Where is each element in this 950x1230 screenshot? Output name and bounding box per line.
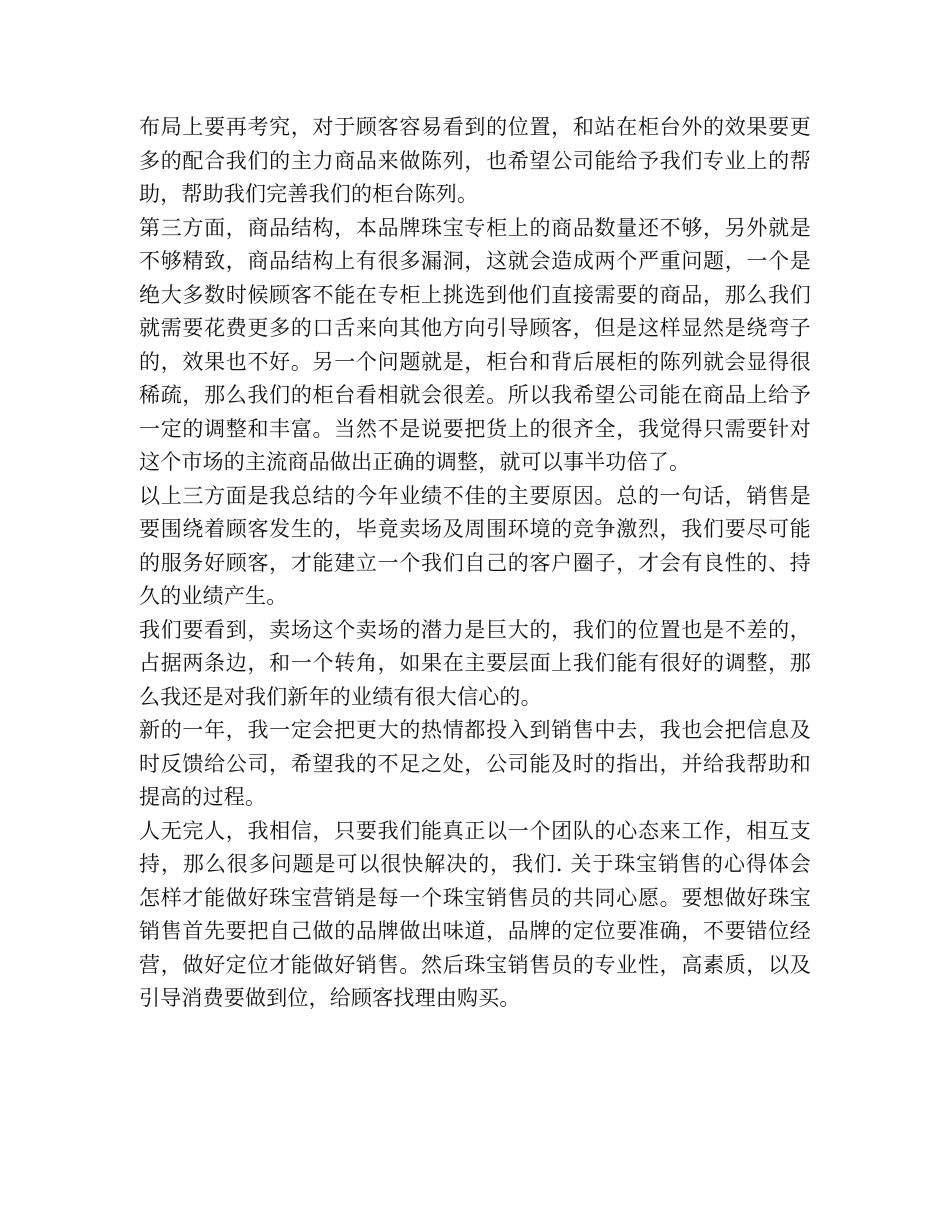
text-line: 久的业绩产生。 [139,584,288,608]
text-line: 不够精致，商品结构上有很多漏洞，这就会造成两个严重问题，一个是 [139,249,811,273]
text-line: 的服务好顾客，才能建立一个我们自己的客户圈子，才会有良性的、持 [139,550,811,575]
text-line: 第三方面，商品结构，本品牌珠宝专柜上的商品数量还不够，另外就是 [139,215,811,240]
text-line: 稀疏，那么我们的柜台看相就会很差。所以我希望公司能在商品上给予 [139,383,811,407]
text-line: 助，帮助我们完善我们的柜台陈列。 [139,182,479,206]
text-line: 的，效果也不好。另一个问题就是，柜台和背后展柜的陈列就会显得很 [139,349,811,374]
document-body [139,111,811,1016]
text-line: 营，做好定位才能做好销售。然后珠宝销售员的专业性，高素质，以及 [139,952,811,977]
text-line: 就需要花费更多的口舌来向其他方向引导顾客，但是这样显然是绕弯子 [139,316,811,340]
text-line: 以上三方面是我总结的今年业绩不佳的主要原因。总的一句话，销售是 [139,483,811,508]
text-line: 引导消费要做到位，给顾客找理由购买。 [139,986,521,1010]
text-line: 占据两条边，和一个转角，如果在主要层面上我们能有很好的调整，那 [139,651,811,675]
text-line: 这个市场的主流商品做出正确的调整，就可以事半功倍了。 [139,450,691,474]
text-line: 我们要看到，卖场这个卖场的潜力是巨大的，我们的位置也是不差的， [139,617,811,642]
text-line: 么我还是对我们新年的业绩有很大信心的。 [139,684,542,709]
text-line: 时反馈给公司，希望我的不足之处，公司能及时的指出，并给我帮助和 [139,751,811,776]
text-line: 绝大多数时候顾客不能在专柜上挑选到他们直接需要的商品，那么我们 [139,282,811,307]
text-line: 布局上要再考究，对于顾客容易看到的位置，和站在柜台外的效果要更 [139,115,811,139]
text-line: 新的一年，我一定会把更大的热情都投入到销售中去，我也会把信息及 [139,718,811,742]
text-line: 怎样才能做好珠宝营销是每一个珠宝销售员的共同心愿。要想做好珠宝 [139,885,811,910]
text-line: 多的配合我们的主力商品来做陈列，也希望公司能给予我们专业上的帮 [139,148,811,173]
text-line: 销售首先要把自己做的品牌做出味道，品牌的定位要准确，不要错位经 [139,919,811,943]
text-line: 要围绕着顾客发生的，毕竟卖场及周围环境的竞争激烈，我们要尽可能 [139,517,811,541]
text-line: 人无完人，我相信，只要我们能真正以一个团队的心态来工作，相互支 [139,818,811,843]
text-line: 持，那么很多问题是可以很快解决的，我们. 关于珠宝销售的心得体会 [139,852,811,876]
text-line: 提高的过程。 [139,785,267,809]
text-line: 一定的调整和丰富。当然不是说要把货上的很齐全，我觉得只需要针对 [139,416,811,441]
